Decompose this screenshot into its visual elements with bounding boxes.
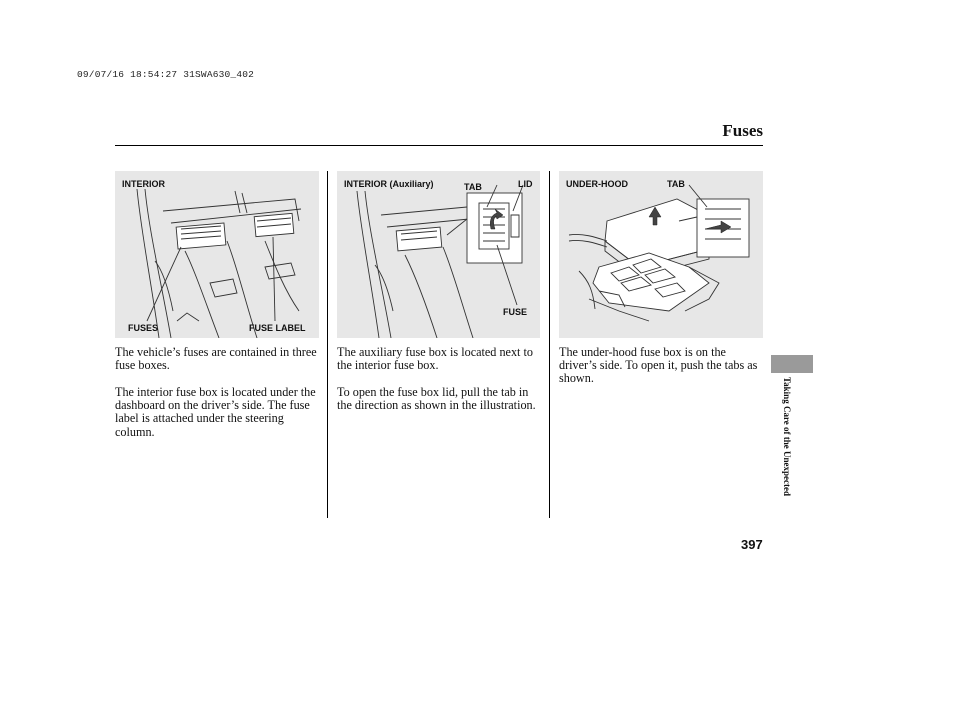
column-3-paragraph-1: The under-hood fuse box is on the driver’s side. To open it, push the tabs as shown. bbox=[559, 345, 758, 386]
column-divider-1 bbox=[327, 171, 328, 518]
figure-auxiliary-label-top: INTERIOR (Auxiliary) bbox=[344, 179, 434, 189]
figure-interior bbox=[115, 171, 319, 338]
figure-interior-label-top: INTERIOR bbox=[122, 179, 166, 189]
page-number: 397 bbox=[741, 537, 763, 552]
print-stamp: 09/07/16 18:54:27 31SWA630_402 bbox=[77, 69, 255, 80]
section-tab bbox=[771, 355, 813, 373]
column-1-paragraph-2: The interior fuse box is located under the dashboard on the driver’s side. The fuse label is attached under the steering column. bbox=[115, 385, 316, 439]
figure-auxiliary-label-lid: LID bbox=[518, 179, 533, 189]
figure-under-hood bbox=[559, 171, 763, 338]
figure-auxiliary-label-tab: TAB bbox=[464, 182, 482, 192]
column-2-paragraph-1: The auxiliary fuse box is located next to the interior fuse box. bbox=[337, 345, 533, 373]
figure-auxiliary bbox=[337, 171, 540, 338]
column-1-paragraph-1: The vehicle’s fuses are contained in three fuse boxes. bbox=[115, 345, 317, 373]
figure-under-hood-label-top: UNDER-HOOD bbox=[566, 179, 628, 189]
page-title: Fuses bbox=[722, 121, 763, 140]
title-rule bbox=[115, 145, 763, 146]
column-2-paragraph-2: To open the fuse box lid, pull the tab in the direction as shown in the illustration. bbox=[337, 385, 536, 413]
figure-interior-label-fuses: FUSES bbox=[128, 323, 159, 333]
column-divider-2 bbox=[549, 171, 550, 518]
section-title: Taking Care of the Unexpected bbox=[782, 377, 792, 496]
figure-under-hood-label-tab: TAB bbox=[667, 179, 685, 189]
figure-auxiliary-label-fuse: FUSE bbox=[503, 307, 528, 317]
interior-fuse-illustration bbox=[115, 171, 319, 338]
under-hood-fuse-illustration bbox=[559, 171, 763, 338]
figure-interior-label-fuse-label: FUSE LABEL bbox=[249, 323, 306, 333]
